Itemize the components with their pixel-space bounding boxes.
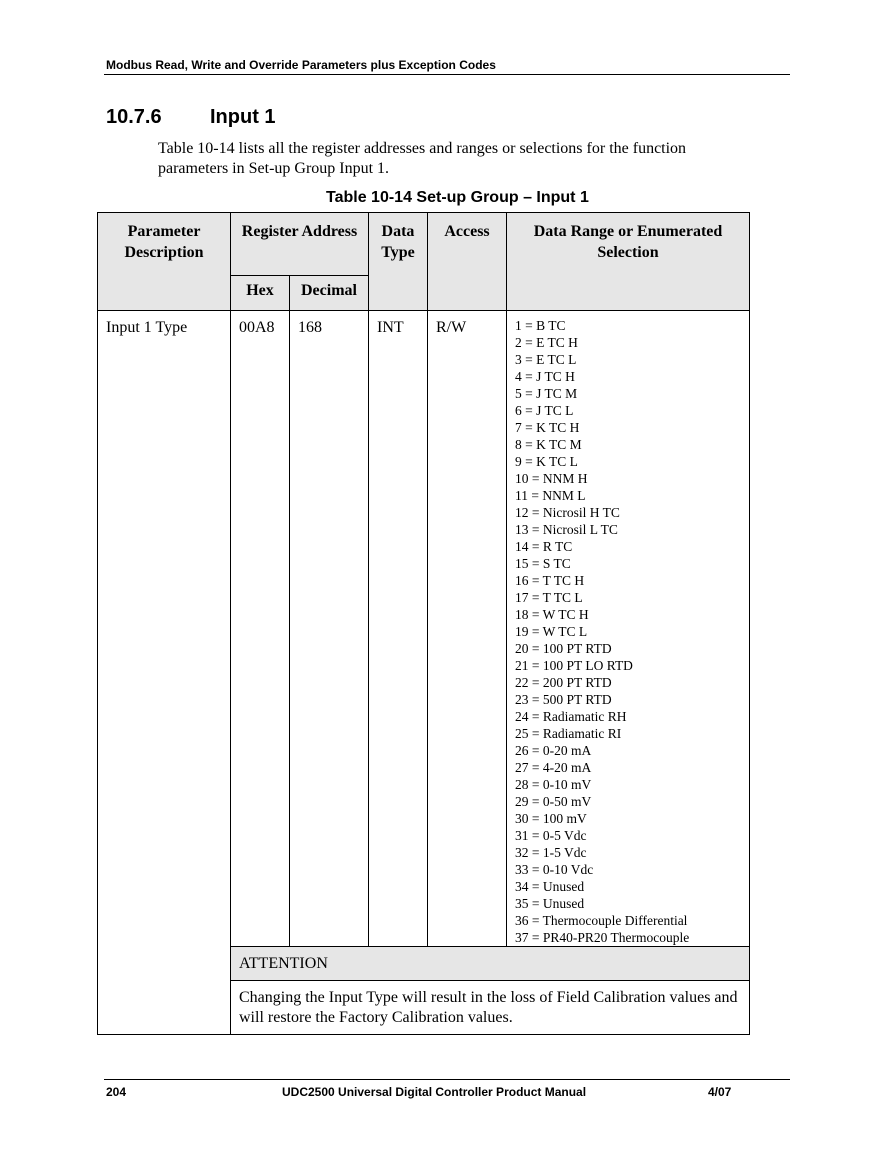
- header-access: Access: [428, 213, 507, 311]
- table-caption: Table 10-14 Set-up Group – Input 1: [326, 189, 589, 206]
- list-item: 19 = W TC L: [515, 624, 588, 639]
- list-item: 30 = 100 mV: [515, 811, 587, 826]
- list-item: 9 = K TC L: [515, 454, 578, 469]
- list-item: 36 = Thermocouple Differential: [515, 913, 688, 928]
- footer-title: UDC2500 Universal Digital Controller Product Manual: [282, 1085, 587, 1099]
- list-item: 22 = 200 PT RTD: [515, 675, 612, 690]
- list-item: 16 = T TC H: [515, 573, 585, 588]
- header-data-range: Data Range or Enumerated Selection: [507, 213, 750, 311]
- list-item: 24 = Radiamatic RH: [515, 709, 627, 724]
- selection-list: [515, 317, 749, 946]
- list-item: 15 = S TC: [515, 556, 571, 571]
- intro-paragraph: Table 10-14 lists all the register addresses and ranges or selections for the function parameters in Set-up Group Input 1.: [158, 140, 687, 177]
- list-item: 17 = T TC L: [515, 590, 583, 605]
- cell-enumerated-selection: [507, 311, 750, 947]
- header-data-type: Data Type: [369, 213, 428, 311]
- list-item: 23 = 500 PT RTD: [515, 692, 612, 707]
- list-item: 10 = NNM H: [515, 471, 588, 486]
- list-item: 11 = NNM L: [515, 488, 586, 503]
- list-item: 4 = J TC H: [515, 369, 575, 384]
- cell-data-type: INT: [369, 311, 428, 947]
- cell-hex: 00A8: [231, 311, 290, 947]
- header-hex: Hex: [231, 276, 290, 311]
- list-item: 3 = E TC L: [515, 352, 577, 367]
- list-item: 28 = 0-10 mV: [515, 777, 592, 792]
- table-row: [98, 311, 750, 947]
- list-item: 6 = J TC L: [515, 403, 574, 418]
- list-item: 34 = Unused: [515, 879, 585, 894]
- footer-rule: [104, 1079, 790, 1080]
- section-heading: [106, 106, 276, 129]
- setup-table: [97, 212, 750, 1035]
- list-item: 35 = Unused: [515, 896, 585, 911]
- footer-date: 4/07: [708, 1085, 732, 1099]
- list-item: 21 = 100 PT LO RTD: [515, 658, 633, 673]
- header-decimal: Decimal: [290, 276, 369, 311]
- list-item: 2 = E TC H: [515, 335, 578, 350]
- list-item: 32 = 1-5 Vdc: [515, 845, 587, 860]
- list-item: 12 = Nicrosil H TC: [515, 505, 620, 520]
- list-item: 14 = R TC: [515, 539, 573, 554]
- section-number: 10.7.6: [106, 106, 162, 128]
- running-header: Modbus Read, Write and Override Parameters plus Exception Codes: [106, 58, 496, 72]
- list-item: 5 = J TC M: [515, 386, 578, 401]
- list-item: 7 = K TC H: [515, 420, 580, 435]
- list-item: 20 = 100 PT RTD: [515, 641, 612, 656]
- attention-body: Changing the Input Type will result in the loss of Field Calibration values and will restore the Factory Calibration values.: [231, 981, 750, 1035]
- list-item: 29 = 0-50 mV: [515, 794, 592, 809]
- cell-decimal: 168: [290, 311, 369, 947]
- header-rule: [104, 74, 790, 75]
- cell-parameter: Input 1 Type: [98, 311, 231, 1035]
- list-item: 1 = B TC: [515, 318, 566, 333]
- cell-access: R/W: [428, 311, 507, 947]
- header-parameter-description: Parameter Description: [98, 213, 231, 311]
- list-item: 26 = 0-20 mA: [515, 743, 592, 758]
- list-item: 27 = 4-20 mA: [515, 760, 592, 775]
- attention-title: ATTENTION: [231, 947, 750, 981]
- page-number: 204: [106, 1085, 127, 1099]
- list-item: 33 = 0-10 Vdc: [515, 862, 594, 877]
- list-item: 31 = 0-5 Vdc: [515, 828, 587, 843]
- list-item: 37 = PR40-PR20 Thermocouple: [515, 930, 690, 945]
- list-item: 25 = Radiamatic RI: [515, 726, 622, 741]
- list-item: 18 = W TC H: [515, 607, 589, 622]
- section-title: Input 1: [210, 106, 276, 128]
- list-item: 13 = Nicrosil L TC: [515, 522, 618, 537]
- header-register-address: Register Address: [231, 213, 369, 276]
- list-item: 8 = K TC M: [515, 437, 582, 452]
